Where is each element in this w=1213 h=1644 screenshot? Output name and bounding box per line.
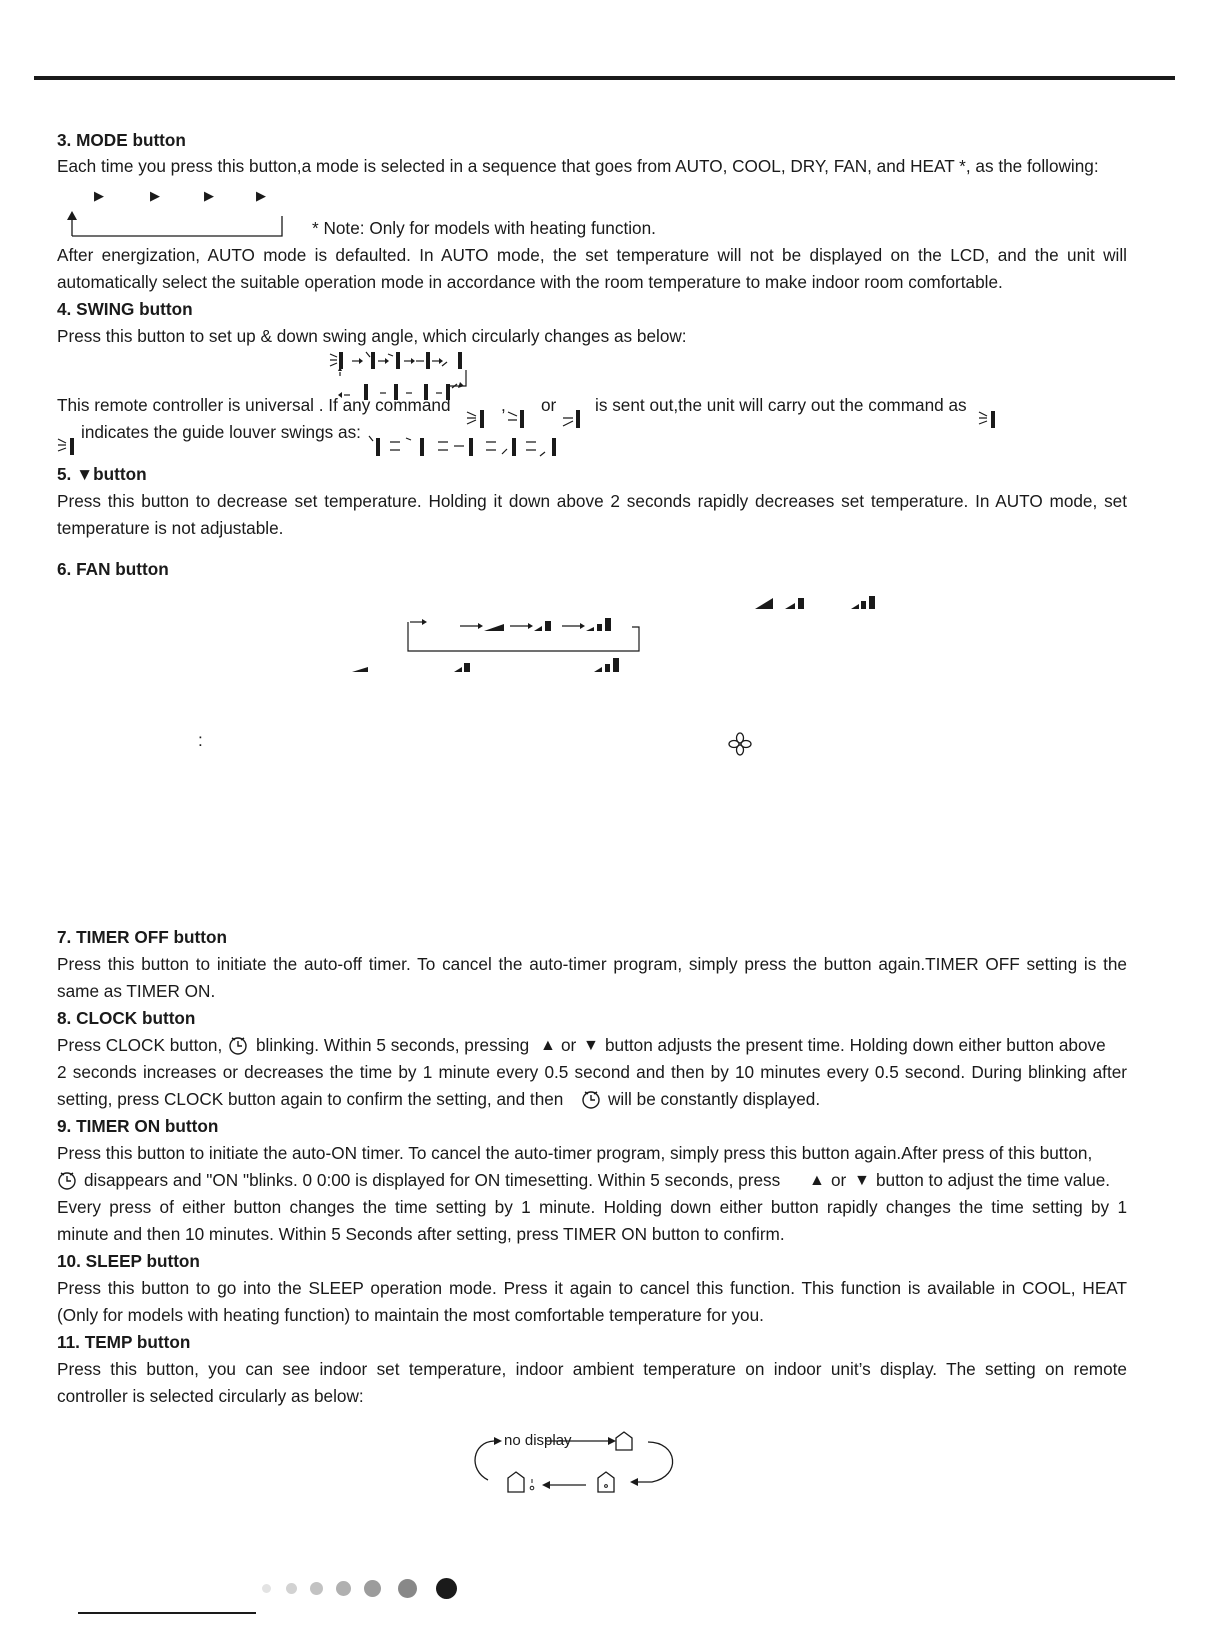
temp-no-display-label: no display xyxy=(504,1432,572,1449)
clock-icon xyxy=(581,1090,601,1110)
mode-note: * Note: Only for models with heating function. xyxy=(312,218,656,238)
timer-off-heading: 7. TIMER OFF button xyxy=(57,927,227,947)
down-button-heading xyxy=(57,461,147,488)
timer-off-line2: same as TIMER ON. xyxy=(57,981,216,1001)
clock-line1-part-c: button adjusts the present time. Holding down either button above xyxy=(605,1035,1106,1055)
up-arrow-icon: ▲ xyxy=(540,1037,556,1054)
clock-line3-part-a: setting, press CLOCK button again to confirm the setting, and then xyxy=(57,1089,564,1109)
clock-line2: 2 seconds increases or decreases the time by 1 minute every 0.5 second and then by 10 minutes every 0.5 second. During blinking after xyxy=(57,1062,1127,1082)
fan-colon: : xyxy=(198,730,203,750)
swing-intro: Press this button to set up & down swing angle, which circularly changes as below: xyxy=(57,326,687,346)
fan-icon xyxy=(728,732,752,756)
play-arrow-icon: ▶ xyxy=(204,188,214,203)
swing-universal-part-a: This remote controller is universal . If any command xyxy=(57,395,451,415)
clock-line1-or: or xyxy=(561,1035,577,1055)
play-arrow-icon: ▶ xyxy=(150,188,160,203)
down-line2: temperature is not adjustable. xyxy=(57,518,284,538)
timer-on-line2-part-b: button to adjust the time value. xyxy=(876,1170,1111,1190)
up-arrow-icon: ▲ xyxy=(809,1172,825,1189)
clock-icon xyxy=(228,1036,248,1056)
footer-dot xyxy=(364,1580,381,1597)
footer-dot xyxy=(336,1581,351,1596)
temp-line1: Press this button, you can see indoor set temperature, indoor ambient temperature on indoor unit’s display. The setting on remote xyxy=(57,1359,1127,1379)
louver-swing-icon xyxy=(57,435,81,457)
play-arrow-icon: ▶ xyxy=(94,188,104,203)
fan-speed-icons-row xyxy=(755,592,895,612)
mode-heading: 3. MODE button xyxy=(57,130,186,150)
clock-line3-part-b: will be constantly displayed. xyxy=(608,1089,821,1109)
play-arrow-icon: ▶ xyxy=(256,188,266,203)
timer-off-line1: Press this button to initiate the auto-off timer. To cancel the auto-timer program, simply press the button again.TIMER OFF setting is the xyxy=(57,954,1127,974)
timer-on-line2-or: or xyxy=(831,1170,847,1190)
sleep-line1: Press this button to go into the SLEEP operation mode. Press it again to cancel this function. This function is available in COOL, HEAT xyxy=(57,1278,1127,1298)
fan-heading: 6. FAN button xyxy=(57,559,169,579)
timer-on-line4: minute and then 10 minutes. Within 5 Seconds after setting, press TIMER ON button to confirm. xyxy=(57,1224,785,1244)
mode-loop-arrow-icon xyxy=(62,210,287,240)
footer-dot xyxy=(398,1579,417,1598)
timer-on-line3: Every press of either button changes the time setting by 1 minute. Holding down either button rapidly changes the time setting by 1 xyxy=(57,1197,1127,1217)
fan-speed-cycle-diagram xyxy=(408,615,648,655)
louver-position-icon xyxy=(507,408,531,430)
swing-heading: 4. SWING button xyxy=(57,299,193,319)
footer-dot xyxy=(436,1578,457,1599)
down-line1: Press this button to decrease set temperature. Holding it down above 2 seconds rapidly decreases set temperature. In AUTO mode, set xyxy=(57,491,1127,511)
timer-on-line2-part-a: disappears and "ON "blinks. 0 0:00 is displayed for ON timesetting. Within 5 seconds, press xyxy=(84,1170,781,1190)
mode-para-line2: automatically select the suitable operation mode in accordance with the room temperature to make indoor room comfortable. xyxy=(57,272,1003,292)
sleep-heading: 10. SLEEP button xyxy=(57,1251,200,1271)
fan-speed-levels-row xyxy=(350,655,630,675)
clock-heading: 8. CLOCK button xyxy=(57,1008,196,1028)
down-heading-word: button xyxy=(93,464,147,484)
down-arrow-icon: ▼ xyxy=(583,1037,599,1054)
down-arrow-icon: ▼ xyxy=(76,464,94,484)
footer-dot xyxy=(262,1584,271,1593)
clock-line1-part-a: Press CLOCK button, xyxy=(57,1035,223,1055)
clock-line1-part-b: blinking. Within 5 seconds, pressing xyxy=(256,1035,530,1055)
timer-on-heading: 9. TIMER ON button xyxy=(57,1116,219,1136)
temp-display-cycle-diagram xyxy=(468,1430,688,1500)
louver-swing-sequence-icon xyxy=(368,434,568,460)
footer-dot xyxy=(286,1583,297,1594)
swing-universal-part-d: is sent out,the unit will carry out the command as xyxy=(595,395,967,415)
sleep-line2: (Only for models with heating function) to maintain the most comfortable temperature for you. xyxy=(57,1305,764,1325)
louver-low-position-icon xyxy=(562,408,588,430)
header-rule xyxy=(34,76,1175,80)
mode-intro: Each time you press this button,a mode is selected in a sequence that goes from AUTO, COOL, DRY, FAN, and HEAT *, as the following: xyxy=(57,156,1099,176)
footer-dot xyxy=(310,1582,323,1595)
clock-icon xyxy=(57,1171,77,1191)
temp-line2: controller is selected circularly as below: xyxy=(57,1386,364,1406)
footer-rule xyxy=(78,1612,256,1614)
temp-heading: 11. TEMP button xyxy=(57,1332,191,1352)
swing-universal-or: or xyxy=(541,395,557,415)
louver-swing-icon xyxy=(466,408,496,430)
timer-on-line1: Press this button to initiate the auto-ON timer. To cancel the auto-timer program, simply press this button again.After press of this button, xyxy=(57,1143,1093,1163)
mode-para-line1: After energization, AUTO mode is defaulted. In AUTO mode, the set temperature will not be displayed on the LCD, and the unit will xyxy=(57,245,1127,265)
swing-indicates: indicates the guide louver swings as: xyxy=(81,422,361,442)
louver-swing-icon xyxy=(978,408,1002,430)
down-arrow-icon: ▼ xyxy=(854,1172,870,1189)
down-heading-number: 5. xyxy=(57,464,72,484)
swing-universal-comma: , xyxy=(501,395,506,415)
